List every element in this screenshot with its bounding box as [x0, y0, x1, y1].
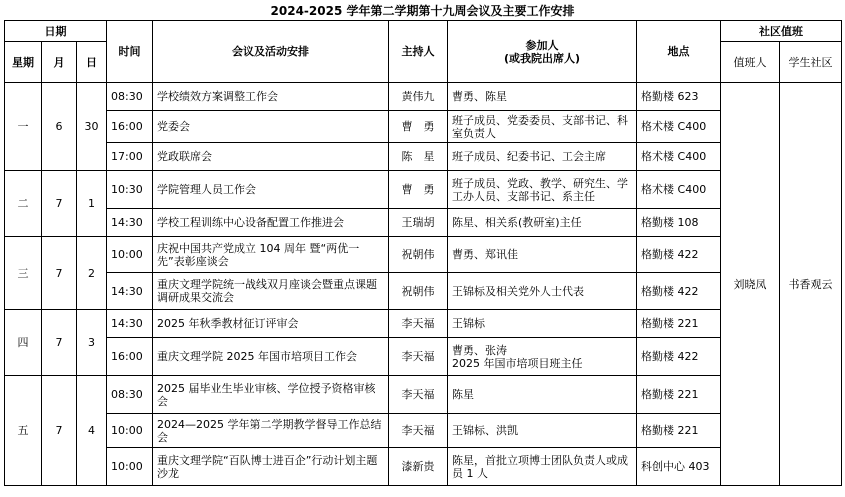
location-cell: 格术楼 C400	[637, 143, 721, 171]
header-host: 主持人	[389, 21, 448, 83]
time-cell: 14:30	[107, 209, 153, 237]
header-day: 日	[77, 42, 107, 83]
participants-cell: 班子成员、纪委书记、工会主席	[448, 143, 637, 171]
month-cell: 7	[42, 376, 77, 486]
event-cell: 学校工程训练中心设备配置工作推进会	[153, 209, 389, 237]
event-cell: 2025 届毕业生毕业审核、学位授予资格审核会	[153, 376, 389, 414]
header-participants	[448, 21, 637, 83]
header-participants-main: 参加人	[525, 38, 559, 52]
participants-cell: 曹勇、张涛 2025 年国市培项目班主任	[448, 338, 637, 376]
location-cell: 格术楼 C400	[637, 111, 721, 143]
event-cell: 重庆文理学院“百队博士进百企”行动计划主题沙龙	[153, 448, 389, 486]
header-duty-community: 学生社区	[780, 42, 842, 83]
participants-cell: 曹勇、郑讯佳	[448, 237, 637, 273]
day-cell: 30	[77, 83, 107, 171]
event-cell: 学校绩效方案调整工作会	[153, 83, 389, 111]
event-cell: 重庆文理学院统一战线双月座谈会暨重点课题调研成果交流会	[153, 273, 389, 310]
event-cell: 2025 年秋季教材征订评审会	[153, 310, 389, 338]
host-cell: 祝朝伟	[389, 273, 448, 310]
time-cell: 16:00	[107, 338, 153, 376]
schedule-table	[4, 20, 842, 486]
page-title: 2024-2025 学年第二学期第十九周会议及主要工作安排	[270, 4, 575, 18]
location-cell: 格勤楼 422	[637, 338, 721, 376]
event-cell: 学院管理人员工作会	[153, 171, 389, 209]
location-cell: 格勤楼 422	[637, 273, 721, 310]
participants-cell: 陈星	[448, 376, 637, 414]
day-cell: 2	[77, 237, 107, 310]
event-cell: 党政联席会	[153, 143, 389, 171]
time-cell: 14:30	[107, 310, 153, 338]
header-month: 月	[42, 42, 77, 83]
location-cell: 格勤楼 221	[637, 414, 721, 448]
time-cell: 10:00	[107, 237, 153, 273]
time-cell: 17:00	[107, 143, 153, 171]
weekday-cell: 三	[5, 237, 42, 310]
header-time: 时间	[107, 21, 153, 83]
host-cell: 祝朝伟	[389, 237, 448, 273]
participants-cell: 班子成员、党政、教学、研究生、学工办人员、支部书记、系主任	[448, 171, 637, 209]
location-cell: 格勤楼 221	[637, 310, 721, 338]
host-cell: 陈 星	[389, 143, 448, 171]
header-location: 地点	[637, 21, 721, 83]
participants-cell: 陈星，首批立项博士团队负责人或成员 1 人	[448, 448, 637, 486]
month-cell: 7	[42, 237, 77, 310]
event-cell: 2024—2025 学年第二学期教学督导工作总结会	[153, 414, 389, 448]
participants-cell: 王锦标	[448, 310, 637, 338]
day-cell: 3	[77, 310, 107, 376]
location-cell: 科创中心 403	[637, 448, 721, 486]
event-cell: 党委会	[153, 111, 389, 143]
header-date: 日期	[5, 21, 107, 42]
day-cell: 4	[77, 376, 107, 486]
location-cell: 格勤楼 422	[637, 237, 721, 273]
host-cell: 李天福	[389, 414, 448, 448]
host-cell: 漆新贵	[389, 448, 448, 486]
time-cell: 16:00	[107, 111, 153, 143]
time-cell: 10:30	[107, 171, 153, 209]
participants-cell: 班子成员、党委委员、支部书记、科室负责人	[448, 111, 637, 143]
host-cell: 黄伟九	[389, 83, 448, 111]
location-cell: 格术楼 C400	[637, 171, 721, 209]
time-cell: 08:30	[107, 376, 153, 414]
host-cell: 王瑞胡	[389, 209, 448, 237]
event-cell: 庆祝中国共产党成立 104 周年 暨“两优一先”表彰座谈会	[153, 237, 389, 273]
participants-cell: 曹勇、陈星	[448, 83, 637, 111]
host-cell: 李天福	[389, 310, 448, 338]
participants-cell: 王锦标及相关党外人士代表	[448, 273, 637, 310]
time-cell: 14:30	[107, 273, 153, 310]
time-cell: 10:00	[107, 448, 153, 486]
host-cell: 曹 勇	[389, 171, 448, 209]
host-cell: 李天福	[389, 338, 448, 376]
time-cell: 08:30	[107, 83, 153, 111]
header-weekday: 星期	[5, 42, 42, 83]
time-cell: 10:00	[107, 414, 153, 448]
header-participants-sub: (或我院出席人)	[503, 51, 581, 65]
duty-community-cell: 书香观云	[780, 83, 842, 486]
weekday-cell: 五	[5, 376, 42, 486]
host-cell: 李天福	[389, 376, 448, 414]
weekday-cell: 二	[5, 171, 42, 237]
month-cell: 7	[42, 310, 77, 376]
location-cell: 格勤楼 623	[637, 83, 721, 111]
header-event: 会议及活动安排	[153, 21, 389, 83]
host-cell: 曹 勇	[389, 111, 448, 143]
location-cell: 格勤楼 108	[637, 209, 721, 237]
month-cell: 7	[42, 171, 77, 237]
location-cell: 格勤楼 221	[637, 376, 721, 414]
event-cell: 重庆文理学院 2025 年国市培项目工作会	[153, 338, 389, 376]
participants-cell: 陈星、相关系(教研室)主任	[448, 209, 637, 237]
duty-person-cell: 刘晓凤	[721, 83, 780, 486]
month-cell: 6	[42, 83, 77, 171]
header-duty: 社区值班	[721, 21, 842, 42]
day-cell: 1	[77, 171, 107, 237]
participants-cell: 王锦标、洪凯	[448, 414, 637, 448]
weekday-cell: 一	[5, 83, 42, 171]
header-duty-person: 值班人	[721, 42, 780, 83]
weekday-cell: 四	[5, 310, 42, 376]
